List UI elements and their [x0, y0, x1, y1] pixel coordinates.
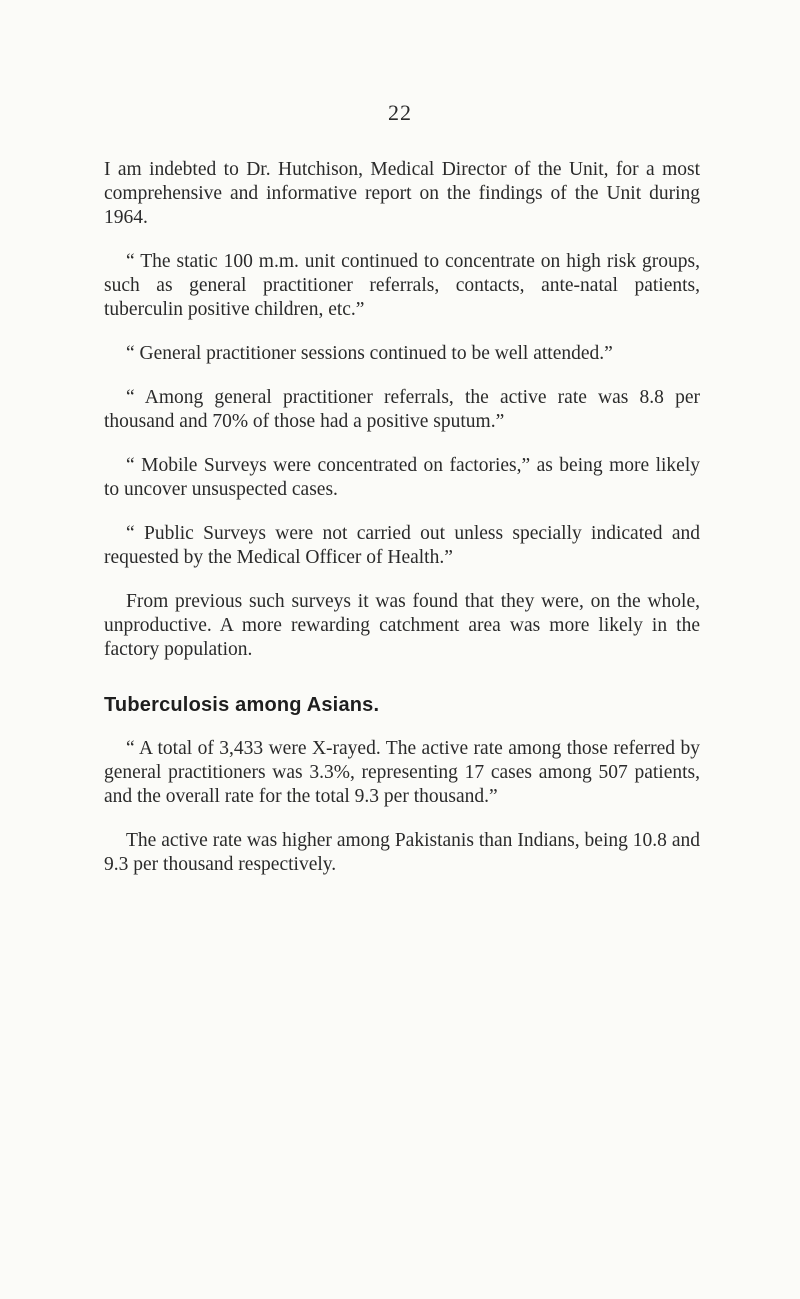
section-heading: Tuberculosis among Asians.	[104, 694, 380, 716]
paragraph-active-rate: The active rate was higher among Pakistanis than Indians, being 10.8 and 9.3 per thousand respectively.	[104, 830, 700, 875]
page-number: 22	[388, 100, 412, 125]
paragraph-gp-referrals: “ Among general practitioner referrals, the active rate was 8.8 per thousand and 70% of those had a positive sputum.”	[104, 387, 700, 432]
paragraph-x-rayed-total: “ A total of 3,433 were X-rayed. The active rate among those referred by general practitioners was 3.3%, representing 17 cases among 507 patients, and the overall rate for the total 9.3 per thousand.”	[104, 738, 700, 807]
paragraph-previous-surveys: From previous such surveys it was found that they were, on the whole, unproductive. A more rewarding catchment area was more likely in the factory population.	[104, 591, 700, 660]
document-body	[104, 158, 700, 897]
paragraph-gp-sessions: “ General practitioner sessions continued to be well attended.”	[126, 343, 613, 364]
paragraph-acknowledgement: I am indebted to Dr. Hutchison, Medical Director of the Unit, for a most comprehensive and informative report on the findings of the Unit during 1964.	[104, 159, 700, 228]
paragraph-mobile-surveys: “ Mobile Surveys were concentrated on factories,” as being more likely to uncover unsuspected cases.	[104, 455, 700, 500]
paragraph-static-unit: “ The static 100 m.m. unit continued to concentrate on high risk groups, such as general practitioner referrals, contacts, ante-natal patients, tuberculin positive children, etc.”	[104, 251, 700, 320]
paragraph-public-surveys: “ Public Surveys were not carried out unless specially indicated and requested by the Medical Officer of Health.”	[104, 523, 700, 568]
